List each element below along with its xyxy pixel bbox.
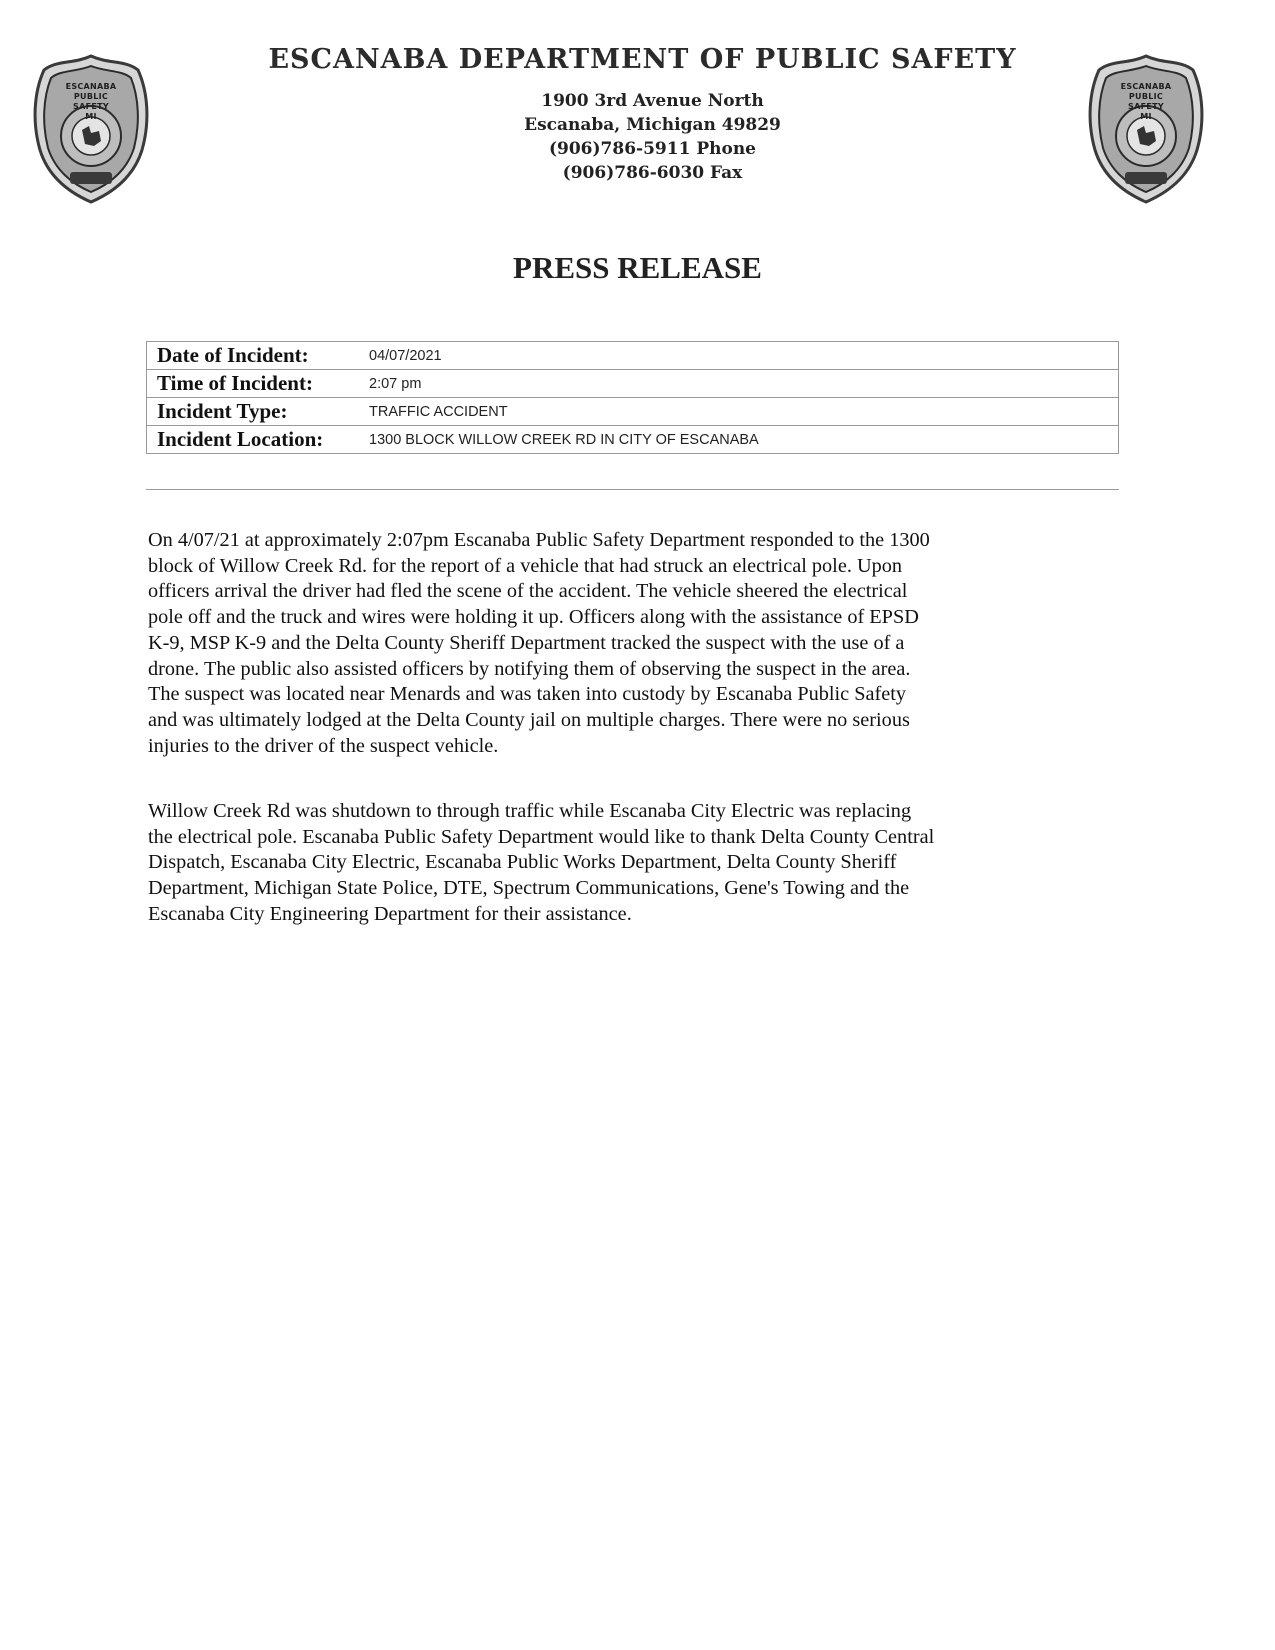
type-value: TRAFFIC ACCIDENT bbox=[359, 398, 1119, 426]
badge-lettering: ESCANABA PUBLIC SAFETY MI bbox=[1120, 82, 1172, 121]
location-label: Incident Location: bbox=[147, 426, 360, 454]
paragraph-line: drone. The public also assisted officers by notifying them of observing the suspect in the area. bbox=[148, 657, 911, 680]
table-row bbox=[147, 426, 1119, 454]
paragraph-line: Dispatch, Escanaba City Electric, Escanaba Public Works Department, Delta County Sheriff bbox=[148, 851, 897, 874]
paragraph-line: block of Willow Creek Rd. for the report of a vehicle that had struck an electrical pole. Upon bbox=[148, 554, 903, 577]
divider bbox=[146, 489, 1119, 490]
date-value: 04/07/2021 bbox=[359, 342, 1119, 370]
incident-details-table bbox=[146, 341, 1119, 454]
table-row bbox=[147, 342, 1119, 370]
paragraph-line: Department, Michigan State Police, DTE, Spectrum Communications, Gene's Towing and the bbox=[148, 877, 910, 900]
department-address bbox=[30, 89, 1275, 185]
paragraph-line: the electrical pole. Escanaba Public Safety Department would like to thank Delta County Central bbox=[148, 825, 935, 848]
badge-lettering: ESCANABA PUBLIC SAFETY MI bbox=[65, 82, 117, 121]
phone-number: (906)786-5911 Phone bbox=[548, 139, 756, 159]
paragraph-line: officers arrival the driver had fled the scene of the accident. The vehicle sheered the electrical bbox=[148, 580, 908, 603]
document-title: PRESS RELEASE bbox=[513, 250, 762, 285]
paragraph-line: On 4/07/21 at approximately 2:07pm Escanaba Public Safety Department responded to the 1300 bbox=[148, 529, 930, 551]
address-street: 1900 3rd Avenue North bbox=[541, 91, 764, 111]
paragraph-2 bbox=[148, 799, 1123, 928]
paragraph-line: injuries to the driver of the suspect vehicle. bbox=[148, 734, 499, 757]
table-row bbox=[147, 398, 1119, 426]
paragraph-line: Willow Creek Rd was shutdown to through traffic while Escanaba City Electric was replacing bbox=[148, 800, 912, 822]
type-label: Incident Type: bbox=[147, 398, 360, 426]
time-value: 2:07 pm bbox=[359, 370, 1119, 398]
paragraph-line: Escanaba City Engineering Department for their assistance. bbox=[148, 902, 632, 925]
paragraph-line: and was ultimately lodged at the Delta County jail on multiple charges. There were no serious bbox=[148, 708, 910, 731]
paragraph-line: pole off and the truck and wires were holding it up. Officers along with the assistance of EPSD bbox=[148, 606, 919, 629]
location-value: 1300 BLOCK WILLOW CREEK RD IN CITY OF ESCANABA bbox=[359, 426, 1119, 454]
paragraph-1 bbox=[148, 528, 1123, 759]
time-label: Time of Incident: bbox=[147, 370, 360, 398]
letterhead bbox=[0, 44, 1275, 185]
address-city: Escanaba, Michigan 49829 bbox=[524, 115, 781, 135]
paragraph-line: The suspect was located near Menards and was taken into custody by Escanaba Public Safety bbox=[148, 683, 907, 706]
fax-number: (906)786-6030 Fax bbox=[562, 163, 743, 183]
table-row bbox=[147, 370, 1119, 398]
paragraph-line: K-9, MSP K-9 and the Delta County Sheriff Department tracked the suspect with the use of a bbox=[148, 631, 905, 654]
date-label: Date of Incident: bbox=[147, 342, 360, 370]
department-name: ESCANABA DEPARTMENT OF PUBLIC SAFETY bbox=[268, 44, 1017, 75]
